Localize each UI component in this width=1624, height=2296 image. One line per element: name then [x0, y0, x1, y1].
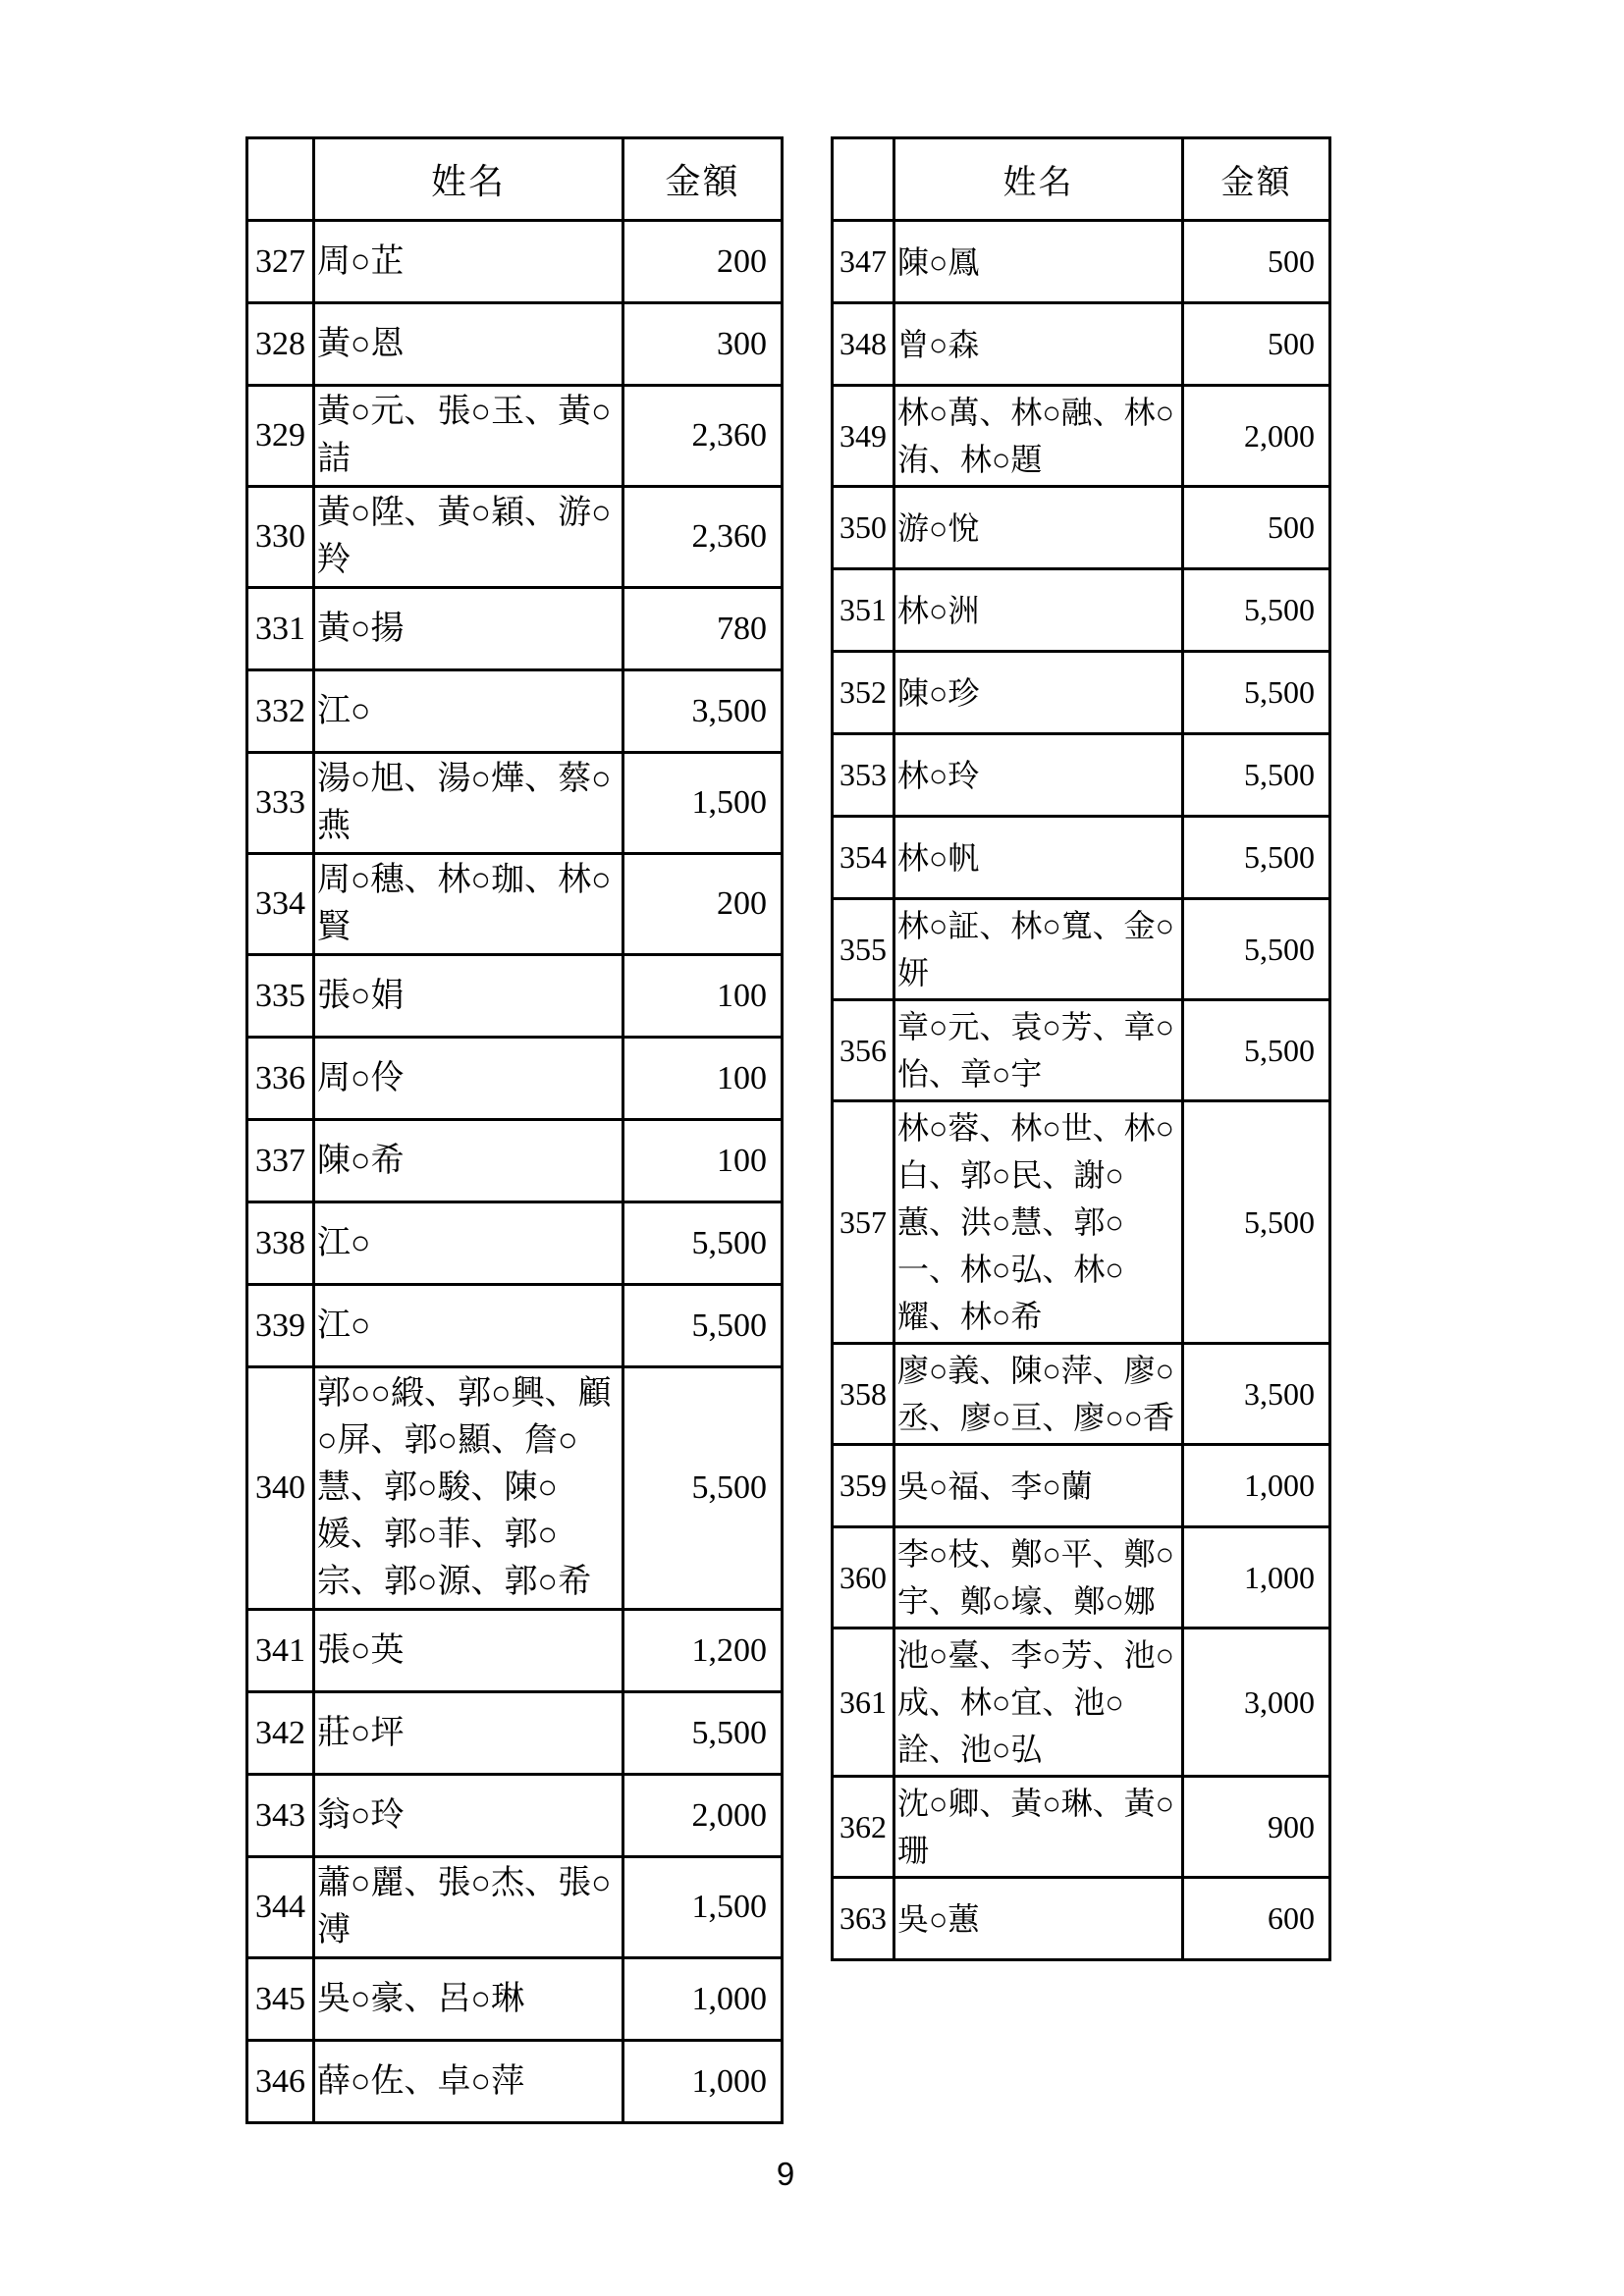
table-row [247, 221, 783, 303]
table-row [247, 1857, 783, 1958]
donation-amount: 300 [623, 303, 783, 386]
table-row [247, 2041, 783, 2123]
donation-amount: 500 [1183, 303, 1330, 386]
donor-names: 周○芷 [314, 221, 623, 303]
donor-names: 林○玲 [894, 734, 1183, 817]
table-row [833, 1445, 1330, 1527]
donor-names: 曾○森 [894, 303, 1183, 386]
table-row [247, 1120, 783, 1202]
table-row [247, 1692, 783, 1775]
row-index: 337 [247, 1120, 314, 1202]
header-row [247, 138, 783, 221]
row-index: 351 [833, 569, 894, 652]
row-index: 355 [833, 899, 894, 1000]
donation-amount: 600 [1183, 1878, 1330, 1960]
donor-names: 廖○義、陳○萍、廖○丞、廖○亘、廖○○香 [894, 1344, 1183, 1445]
row-index: 363 [833, 1878, 894, 1960]
donation-amount: 1,000 [623, 1958, 783, 2041]
row-index: 361 [833, 1629, 894, 1777]
table-row [247, 1958, 783, 2041]
row-index: 339 [247, 1285, 314, 1367]
row-index: 341 [247, 1610, 314, 1692]
donation-amount: 500 [1183, 487, 1330, 569]
row-index: 350 [833, 487, 894, 569]
donation-amount: 5,500 [1183, 569, 1330, 652]
table-row [833, 817, 1330, 899]
donation-amount: 3,000 [1183, 1629, 1330, 1777]
table-row [833, 1344, 1330, 1445]
row-index: 362 [833, 1777, 894, 1878]
donation-amount: 2,360 [623, 487, 783, 588]
table-row [247, 670, 783, 753]
row-index: 348 [833, 303, 894, 386]
donation-amount: 5,500 [1183, 1000, 1330, 1101]
donor-names: 江○ [314, 1202, 623, 1285]
table-row [247, 1202, 783, 1285]
donor-names: 周○伶 [314, 1038, 623, 1120]
row-index: 354 [833, 817, 894, 899]
donation-amount: 1,500 [623, 1857, 783, 1958]
table-row [247, 1367, 783, 1610]
donor-names: 莊○坪 [314, 1692, 623, 1775]
row-index: 353 [833, 734, 894, 817]
header-row [833, 138, 1330, 221]
donation-amount: 900 [1183, 1777, 1330, 1878]
index-header [833, 138, 894, 221]
donor-names: 蕭○麗、張○杰、張○溥 [314, 1857, 623, 1958]
table-row [247, 1038, 783, 1120]
table-row [833, 899, 1330, 1000]
donor-names: 池○臺、李○芳、池○成、林○宜、池○詮、池○弘 [894, 1629, 1183, 1777]
row-index: 328 [247, 303, 314, 386]
table-row [247, 753, 783, 854]
donor-names: 黃○揚 [314, 588, 623, 670]
row-index: 334 [247, 854, 314, 955]
donor-names: 章○元、袁○芳、章○怡、章○宇 [894, 1000, 1183, 1101]
donor-names: 張○娟 [314, 955, 623, 1038]
donation-amount: 5,500 [623, 1367, 783, 1610]
row-index: 352 [833, 652, 894, 734]
donation-amount: 5,500 [1183, 1101, 1330, 1344]
table-row [833, 1101, 1330, 1344]
row-index: 360 [833, 1527, 894, 1629]
donor-names: 陳○希 [314, 1120, 623, 1202]
row-index: 356 [833, 1000, 894, 1101]
donation-amount: 1,000 [1183, 1445, 1330, 1527]
donation-amount: 3,500 [1183, 1344, 1330, 1445]
row-index: 345 [247, 1958, 314, 2041]
table-row [833, 386, 1330, 487]
donation-amount: 500 [1183, 221, 1330, 303]
donation-amount: 3,500 [623, 670, 783, 753]
row-index: 329 [247, 386, 314, 487]
donor-names: 林○蓉、林○世、林○白、郭○民、謝○蕙、洪○慧、郭○一、林○弘、林○耀、林○希 [894, 1101, 1183, 1344]
table-row [247, 1775, 783, 1857]
table-row [247, 955, 783, 1038]
donation-amount: 1,000 [1183, 1527, 1330, 1629]
donor-names: 李○枝、鄭○平、鄭○宇、鄭○壕、鄭○娜 [894, 1527, 1183, 1629]
table-row [833, 569, 1330, 652]
donation-amount: 200 [623, 221, 783, 303]
donor-names: 郭○○緞、郭○興、顧○屏、郭○顯、詹○慧、郭○駿、陳○媛、郭○菲、郭○宗、郭○源、郭○希 [314, 1367, 623, 1610]
donor-names: 陳○珍 [894, 652, 1183, 734]
donor-names: 江○ [314, 670, 623, 753]
donation-amount: 5,500 [623, 1202, 783, 1285]
table-row [833, 221, 1330, 303]
donation-amount: 2,000 [623, 1775, 783, 1857]
table-row [247, 1610, 783, 1692]
donation-amount: 2,000 [1183, 386, 1330, 487]
amount-header: 金額 [1183, 138, 1330, 221]
row-index: 344 [247, 1857, 314, 1958]
table-row [247, 487, 783, 588]
donor-names: 沈○卿、黃○琳、黃○珊 [894, 1777, 1183, 1878]
donor-names: 張○英 [314, 1610, 623, 1692]
row-index: 359 [833, 1445, 894, 1527]
donor-names: 吳○福、李○蘭 [894, 1445, 1183, 1527]
donor-names: 黃○陞、黃○穎、游○羚 [314, 487, 623, 588]
row-index: 332 [247, 670, 314, 753]
donation-amount: 100 [623, 1038, 783, 1120]
row-index: 330 [247, 487, 314, 588]
amount-header: 金額 [623, 138, 783, 221]
row-index: 358 [833, 1344, 894, 1445]
donor-names: 周○穗、林○珈、林○賢 [314, 854, 623, 955]
donation-amount: 5,500 [623, 1692, 783, 1775]
name-header: 姓名 [894, 138, 1183, 221]
table-row [247, 303, 783, 386]
donor-names: 吳○蕙 [894, 1878, 1183, 1960]
donation-amount: 100 [623, 1120, 783, 1202]
row-index: 336 [247, 1038, 314, 1120]
table-row [247, 854, 783, 955]
donor-names: 游○悅 [894, 487, 1183, 569]
donation-amount: 100 [623, 955, 783, 1038]
row-index: 347 [833, 221, 894, 303]
table-row [833, 734, 1330, 817]
row-index: 346 [247, 2041, 314, 2123]
donor-names: 黃○元、張○玉、黃○詰 [314, 386, 623, 487]
donor-names: 薛○佐、卓○萍 [314, 2041, 623, 2123]
table-row [833, 303, 1330, 386]
donor-names: 吳○豪、呂○琳 [314, 1958, 623, 2041]
row-index: 340 [247, 1367, 314, 1610]
donation-amount: 5,500 [1183, 652, 1330, 734]
donation-amount: 1,200 [623, 1610, 783, 1692]
donation-amount: 5,500 [1183, 734, 1330, 817]
table-row [247, 588, 783, 670]
table-row [247, 1285, 783, 1367]
row-index: 342 [247, 1692, 314, 1775]
page-number: 9 [776, 2156, 795, 2192]
row-index: 327 [247, 221, 314, 303]
donation-table-right [831, 136, 1331, 1961]
donation-amount: 1,000 [623, 2041, 783, 2123]
donation-amount: 1,500 [623, 753, 783, 854]
table-row [247, 386, 783, 487]
row-index: 331 [247, 588, 314, 670]
donation-table-left [245, 136, 784, 2124]
donation-amount: 5,500 [1183, 899, 1330, 1000]
row-index: 335 [247, 955, 314, 1038]
name-header: 姓名 [314, 138, 623, 221]
donor-names: 林○萬、林○融、林○洧、林○題 [894, 386, 1183, 487]
donor-names: 林○証、林○寬、金○妍 [894, 899, 1183, 1000]
donation-amount: 5,500 [1183, 817, 1330, 899]
row-index: 343 [247, 1775, 314, 1857]
donation-amount: 200 [623, 854, 783, 955]
table-row [833, 1777, 1330, 1878]
donor-names: 林○帆 [894, 817, 1183, 899]
donation-amount: 2,360 [623, 386, 783, 487]
donor-names: 江○ [314, 1285, 623, 1367]
donation-amount: 780 [623, 588, 783, 670]
table-row [833, 1629, 1330, 1777]
donor-names: 湯○旭、湯○燁、蔡○燕 [314, 753, 623, 854]
row-index: 349 [833, 386, 894, 487]
table-row [833, 1000, 1330, 1101]
donor-names: 黃○恩 [314, 303, 623, 386]
row-index: 333 [247, 753, 314, 854]
table-row [833, 487, 1330, 569]
table-row [833, 652, 1330, 734]
donor-names: 陳○鳳 [894, 221, 1183, 303]
table-row [833, 1878, 1330, 1960]
donor-names: 林○洲 [894, 569, 1183, 652]
row-index: 357 [833, 1101, 894, 1344]
donation-amount: 5,500 [623, 1285, 783, 1367]
donor-names: 翁○玲 [314, 1775, 623, 1857]
index-header [247, 138, 314, 221]
row-index: 338 [247, 1202, 314, 1285]
table-row [833, 1527, 1330, 1629]
